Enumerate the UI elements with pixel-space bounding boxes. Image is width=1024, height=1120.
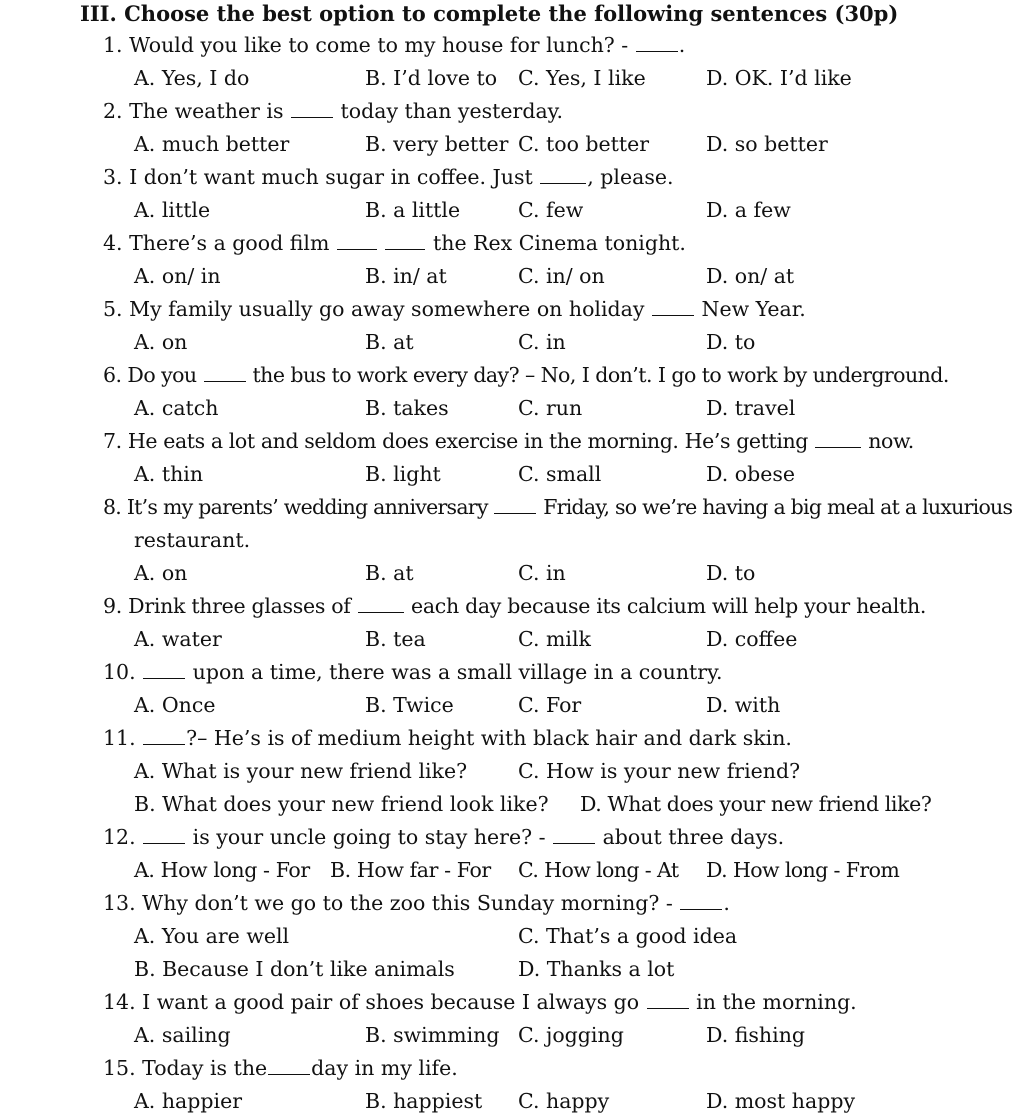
option-b[interactable]: B. Twice [365,693,454,717]
option-d[interactable]: D. a few [706,198,791,222]
option-c[interactable]: C. happy [518,1089,610,1113]
option-b[interactable]: B. in/ at [365,264,447,288]
option-b[interactable]: B. tea [365,627,426,651]
option-a[interactable]: A. happier [134,1089,242,1113]
option-d[interactable]: D. How long - From [706,858,900,882]
answer-blank[interactable] [815,425,861,448]
option-b[interactable]: B. How far - For [330,858,491,882]
option-b[interactable]: B. takes [365,396,449,420]
option-c[interactable]: C. That’s a good idea [518,924,738,948]
answer-blank[interactable] [204,359,246,382]
option-b[interactable]: B. light [365,462,441,486]
option-d[interactable]: D. so better [706,132,828,156]
answer-blank[interactable] [553,821,595,844]
option-d[interactable]: D. on/ at [706,264,795,288]
answer-blank[interactable] [143,821,185,844]
section-title: III. Choose the best option to complete the following sentences (30p) [80,1,899,26]
question-3: 3. I don’t want much sugar in coffee. Just , please. [103,161,673,194]
option-b[interactable]: B. I’d love to [365,66,498,90]
option-a[interactable]: A. on [134,561,188,585]
option-b[interactable]: B. a little [365,198,461,222]
question-6: 6. Do you the bus to work every day? – No, I don’t. I go to work by underground. [103,359,949,392]
option-c[interactable]: C. in [518,561,566,585]
option-c[interactable]: C. in [518,330,566,354]
question-11: 11. ?– He’s is of medium height with black hair and dark skin. [103,722,792,755]
option-b[interactable]: B. at [365,330,414,354]
option-b[interactable]: B. very better [365,132,509,156]
option-a[interactable]: A. Once [134,693,216,717]
option-c[interactable]: C. run [518,396,583,420]
option-a[interactable]: A. water [134,627,222,651]
option-d[interactable]: D. to [706,561,756,585]
option-c[interactable]: C. Yes, I like [518,66,646,90]
option-d[interactable]: D. with [706,693,781,717]
option-a[interactable]: A. What is your new friend like? [134,759,468,783]
question-4: 4. There’s a good film the Rex Cinema tonight. [103,227,686,260]
question-7: 7. He eats a lot and seldom does exercise in the morning. He’s getting now. [103,425,914,458]
option-b[interactable]: B. happiest [365,1089,483,1113]
question-8-continuation: restaurant. [134,528,251,552]
option-a[interactable]: A. How long - For [134,858,310,882]
question-15: 15. Today is the day in my life. [103,1052,458,1085]
option-a[interactable]: A. much better [134,132,290,156]
question-13: 13. Why don’t we go to the zoo this Sunday morning? - . [103,887,730,920]
option-a[interactable]: A. on/ in [134,264,221,288]
option-d[interactable]: D. coffee [706,627,798,651]
option-a[interactable]: A. sailing [134,1023,231,1047]
answer-blank[interactable] [636,29,678,52]
option-d[interactable]: D. most happy [706,1089,856,1113]
answer-blank[interactable] [268,1052,310,1075]
answer-blank[interactable] [143,722,185,745]
option-a[interactable]: A. thin [134,462,204,486]
option-c[interactable]: C. How is your new friend? [518,759,801,783]
question-12: 12. is your uncle going to stay here? - about three days. [103,821,784,854]
question-8: 8. It’s my parents’ wedding anniversary Friday, so we’re having a big meal at a luxurious [103,491,1012,524]
option-d[interactable]: D. Thanks a lot [518,957,675,981]
option-c[interactable]: C. jogging [518,1023,624,1047]
option-c[interactable]: C. milk [518,627,591,651]
option-d[interactable]: D. fishing [706,1023,806,1047]
question-2: 2. The weather is today than yesterday. [103,95,563,128]
question-5: 5. My family usually go away somewhere on holiday New Year. [103,293,806,326]
question-10: 10. upon a time, there was a small village in a country. [103,656,722,689]
option-d[interactable]: D. obese [706,462,795,486]
option-b[interactable]: B. at [365,561,414,585]
question-1: 1. Would you like to come to my house for lunch? - . [103,29,685,62]
answer-blank[interactable] [494,491,536,514]
option-c[interactable]: C. in/ on [518,264,605,288]
option-c[interactable]: C. too better [518,132,650,156]
answer-blank[interactable] [358,590,404,613]
answer-blank[interactable] [652,293,694,316]
question-14: 14. I want a good pair of shoes because I always go in the morning. [103,986,857,1019]
option-a[interactable]: A. catch [134,396,219,420]
option-c[interactable]: C. How long - At [518,858,679,882]
option-d[interactable]: D. travel [706,396,796,420]
option-d[interactable]: D. OK. I’d like [706,66,852,90]
option-b[interactable]: B. What does your new friend look like? [134,792,549,816]
option-d[interactable]: D. What does your new friend like? [580,792,932,816]
option-a[interactable]: A. You are well [134,924,290,948]
answer-blank[interactable] [291,95,333,118]
option-b[interactable]: B. Because I don’t like animals [134,957,455,981]
answer-blank[interactable] [385,227,425,250]
option-a[interactable]: A. little [134,198,211,222]
option-a[interactable]: A. Yes, I do [134,66,250,90]
answer-blank[interactable] [680,887,722,910]
option-b[interactable]: B. swimming [365,1023,500,1047]
answer-blank[interactable] [647,986,689,1009]
answer-blank[interactable] [143,656,185,679]
option-c[interactable]: C. small [518,462,602,486]
option-c[interactable]: C. few [518,198,584,222]
option-a[interactable]: A. on [134,330,188,354]
option-c[interactable]: C. For [518,693,582,717]
answer-blank[interactable] [337,227,377,250]
option-d[interactable]: D. to [706,330,756,354]
answer-blank[interactable] [540,161,586,184]
question-9: 9. Drink three glasses of each day because its calcium will help your health. [103,590,926,623]
